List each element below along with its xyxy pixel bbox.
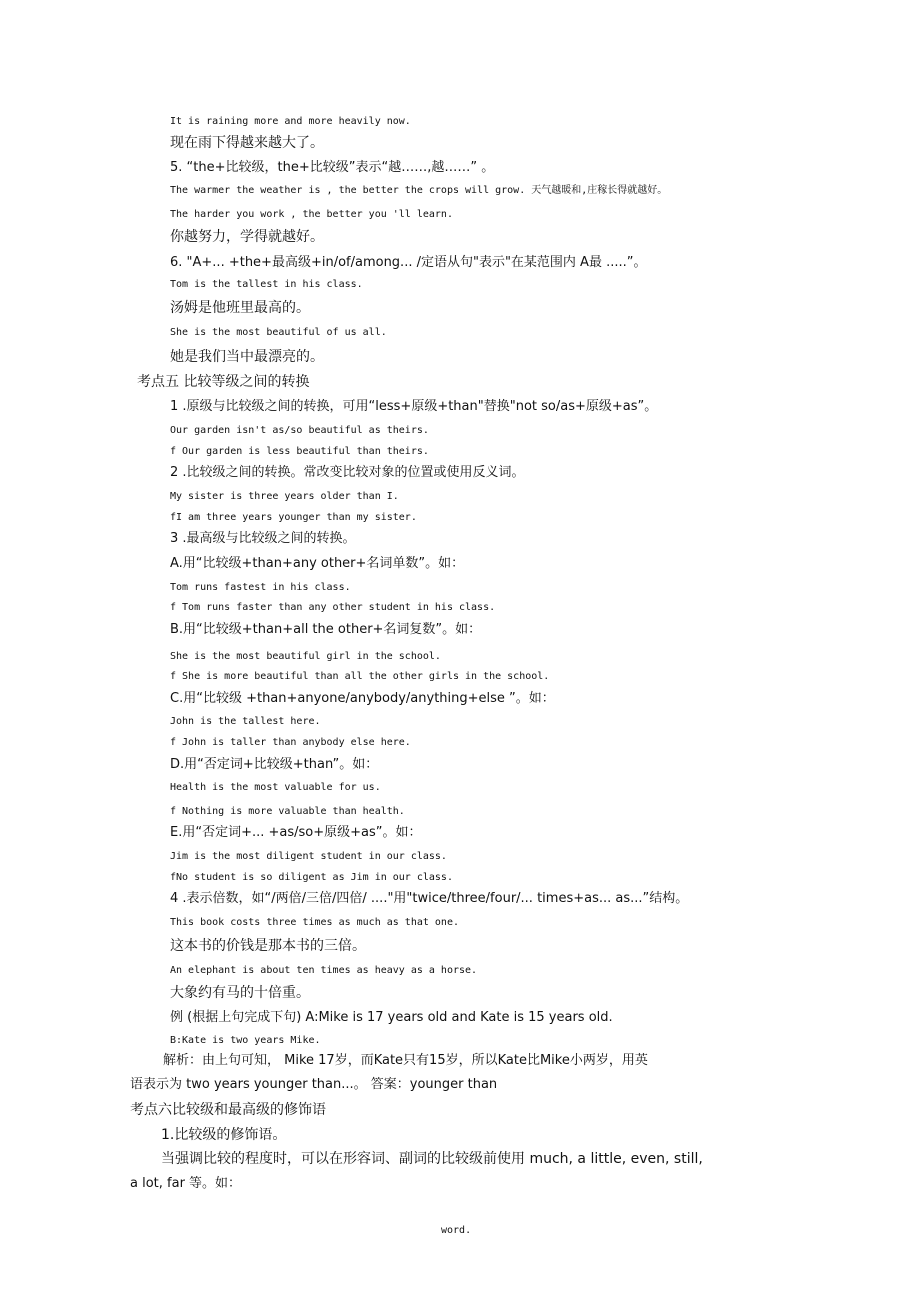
analysis: 解析：由上句可知， Mike 17岁，而Kate只有15岁，所以Kate比Mike小两岁，用英 [163, 1053, 648, 1068]
example-sentence: fNo student is so diligent as Jim in our class. [170, 872, 453, 883]
answer: 语表示为 two years younger than...。 答案：younger than [130, 1077, 498, 1092]
example-sentence: f Nothing is more valuable than health. [170, 806, 405, 817]
example-sentence: Tom is the tallest in his class. [170, 279, 363, 290]
translation: 你越努力，学得就越好。 [170, 229, 324, 245]
example-sentence: f Tom runs faster than any other student in his class. [170, 602, 496, 613]
example-sentence: This book costs three times as much as that one. [170, 917, 459, 928]
example-sentence: Our garden isn't as/so beautiful as theirs. [170, 425, 429, 436]
subheading-1: 1.比较级的修饰语。 [161, 1127, 287, 1143]
rule-3b: B.用“比较级+than+all the other+名词复数”。如： [170, 622, 482, 637]
example-sentence: She is the most beautiful girl in the school. [170, 651, 441, 662]
example-sentence: It is raining more and more heavily now. [170, 116, 411, 127]
rule-3: 3 .最高级与比较级之间的转换。 [170, 531, 356, 546]
example-sentence: She is the most beautiful of us all. [170, 327, 387, 338]
example-sentence: f Our garden is less beautiful than theirs. [170, 446, 429, 457]
rule-1: 1 .原级与比较级之间的转换，可用“less+原级+than"替换"not so/as+原级+as”。 [170, 399, 658, 414]
example-sentence: The warmer the weather is , the better the crops will grow. 天气越暖和,庄稼长得就越好。 [170, 185, 668, 196]
example-sentence: John is the tallest here. [170, 716, 321, 727]
example-sentence: fI am three years younger than my sister. [170, 512, 417, 523]
section-heading-6: 考点六比较级和最高级的修饰语 [130, 1102, 326, 1118]
translation: 大象约有马的十倍重。 [170, 985, 310, 1001]
body-paragraph-cont: a lot, far 等。如： [130, 1176, 242, 1191]
example-sentence: An elephant is about ten times as heavy as a horse. [170, 965, 478, 976]
rule-3e: E.用“否定词+... +as/so+原级+as”。如： [170, 825, 422, 840]
body-paragraph: 当强调比较的程度时，可以在形容词、副词的比较级前使用 much, a little, even, still, [161, 1151, 703, 1167]
page-footer: word. [441, 1225, 472, 1236]
translation: 现在雨下得越来越大了。 [170, 135, 324, 151]
rule-5: 5. “the+比较级，the+比较级”表示“越……,越……” 。 [170, 160, 495, 175]
example-sentence: The harder you work , the better you 'll learn. [170, 209, 453, 220]
rule-6: 6. "A+... +the+最高级+in/of/among... /定语从句"表示"在某范围内 A最 .....”。 [170, 255, 647, 270]
example-sentence: My sister is three years older than I. [170, 491, 399, 502]
rule-4: 4 .表示倍数，如“/两倍/三倍/四倍/ ...."用"twice/three/four/... times+as... as...”结构。 [170, 891, 689, 906]
translation: 汤姆是他班里最高的。 [170, 300, 310, 316]
rule-3d: D.用“否定词+比较级+than”。如： [170, 757, 379, 772]
rule-3c: C.用“比较级 +than+anyone/anybody/anything+else ”。如： [170, 691, 555, 706]
rule-3a: A.用“比较级+than+any other+名词单数”。如： [170, 556, 465, 571]
exercise-question: 例 (根据上句完成下句) A:Mike is 17 years old and Kate is 15 years old. [170, 1010, 613, 1025]
exercise-blank-line: B:Kate is two years Mike. [170, 1035, 321, 1046]
translation: 这本书的价钱是那本书的三倍。 [170, 938, 366, 954]
example-sentence: Health is the most valuable for us. [170, 782, 381, 793]
section-heading-5: 考点五 比较等级之间的转换 [137, 374, 310, 390]
example-sentence: Jim is the most diligent student in our class. [170, 851, 447, 862]
rule-2: 2 .比较级之间的转换。常改变比较对象的位置或使用反义词。 [170, 465, 525, 480]
example-sentence: f She is more beautiful than all the other girls in the school. [170, 671, 550, 682]
example-sentence: Tom runs fastest in his class. [170, 582, 351, 593]
example-sentence: f John is taller than anybody else here. [170, 737, 411, 748]
translation: 她是我们当中最漂亮的。 [170, 349, 324, 365]
